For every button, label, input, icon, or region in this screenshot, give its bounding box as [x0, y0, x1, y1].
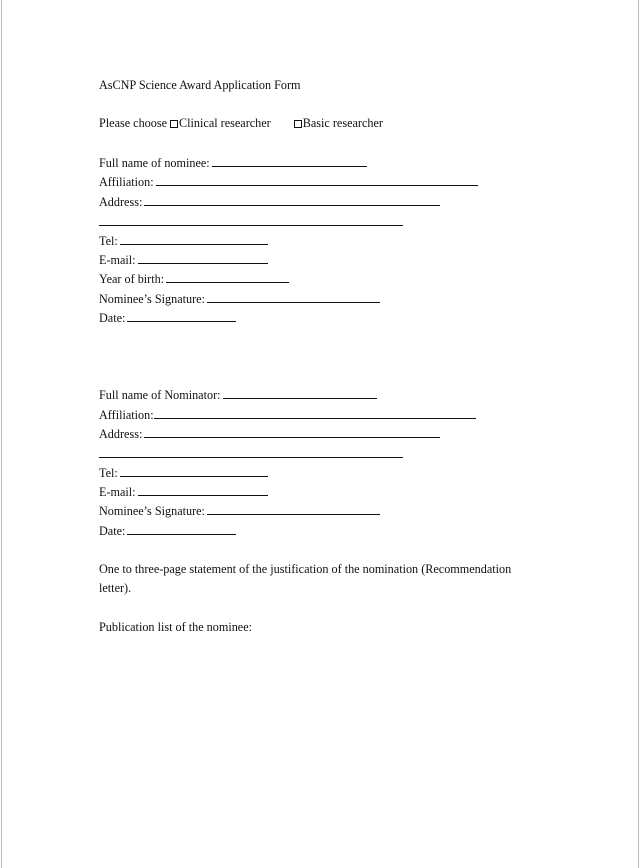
nominator-tel-label: Tel: [99, 466, 118, 480]
nominee-year-of-birth-field[interactable] [166, 271, 289, 283]
statement-line-1 [99, 562, 511, 576]
nominator-address-field[interactable] [144, 426, 440, 438]
nominee-date-field[interactable] [127, 310, 236, 322]
nominee-affiliation-row [99, 174, 478, 189]
nominator-email-row [99, 484, 268, 499]
nominee-affiliation-label: Affiliation: [99, 175, 154, 189]
nominator-affiliation-row [99, 407, 476, 422]
basic-checkbox[interactable] [294, 120, 302, 128]
clinical-option-label: Clinical researcher [179, 116, 271, 130]
statement-text-1: One to three-page statement of the justification of the nomination (Recommendation [99, 562, 512, 576]
researcher-choice-row [99, 116, 383, 130]
nominee-full-name-row [99, 155, 367, 170]
nominator-date-label: Date: [99, 524, 126, 538]
nominee-email-row [99, 252, 268, 267]
nominee-address-label: Address: [99, 195, 143, 209]
nominee-address-row [99, 194, 440, 209]
nominator-date-row [99, 523, 236, 538]
nominator-signature-field[interactable] [207, 503, 380, 515]
clinical-checkbox[interactable] [170, 120, 178, 128]
nominee-full-name-label: Full name of nominee: [99, 156, 210, 170]
nominator-full-name-label: Full name of Nominator: [99, 388, 221, 402]
nominee-tel-row [99, 233, 268, 248]
nominator-signature-label: Nominee’s Signature: [99, 504, 205, 518]
nominator-affiliation-field[interactable] [154, 407, 476, 419]
form-title-text: AsCNP Science Award Application Form [99, 78, 301, 92]
nominee-year-of-birth-label: Year of birth: [99, 272, 165, 286]
nominee-date-label: Date: [99, 311, 126, 325]
nominator-email-label: E-mail: [99, 485, 136, 499]
nominee-tel-field[interactable] [120, 233, 268, 245]
nominator-affiliation-label: Affiliation: [99, 408, 154, 422]
nominator-tel-field[interactable] [120, 465, 268, 477]
publication-list-text: Publication list of the nominee: [99, 620, 252, 634]
nominee-tel-label: Tel: [99, 234, 118, 248]
statement-line-2 [99, 581, 131, 595]
nominator-tel-row [99, 465, 268, 480]
form-title [99, 78, 301, 92]
nominee-date-row [99, 310, 236, 325]
choice-prompt: Please choose [99, 116, 168, 130]
nominee-year-of-birth-row [99, 271, 289, 286]
document-page [1, 0, 639, 868]
nominator-address-label: Address: [99, 427, 143, 441]
statement-text-2: letter). [99, 581, 132, 595]
nominator-date-field[interactable] [127, 523, 236, 535]
nominator-address-line-2[interactable] [99, 457, 403, 458]
nominee-address-field[interactable] [144, 194, 440, 206]
nominee-affiliation-field[interactable] [156, 174, 478, 186]
nominator-full-name-row [99, 387, 377, 402]
nominator-signature-row [99, 503, 380, 518]
nominator-email-field[interactable] [138, 484, 268, 496]
nominee-signature-label: Nominee’s Signature: [99, 292, 205, 306]
publication-list-label [99, 620, 252, 634]
nominee-email-field[interactable] [138, 252, 268, 264]
nominee-full-name-field[interactable] [212, 155, 367, 167]
basic-option-label: Basic researcher [302, 116, 383, 130]
nominator-full-name-field[interactable] [223, 387, 377, 399]
nominator-address-row [99, 426, 440, 441]
nominee-signature-field[interactable] [207, 291, 380, 303]
nominee-signature-row [99, 291, 380, 306]
nominee-address-line-2[interactable] [99, 225, 403, 226]
nominee-email-label: E-mail: [99, 253, 136, 267]
